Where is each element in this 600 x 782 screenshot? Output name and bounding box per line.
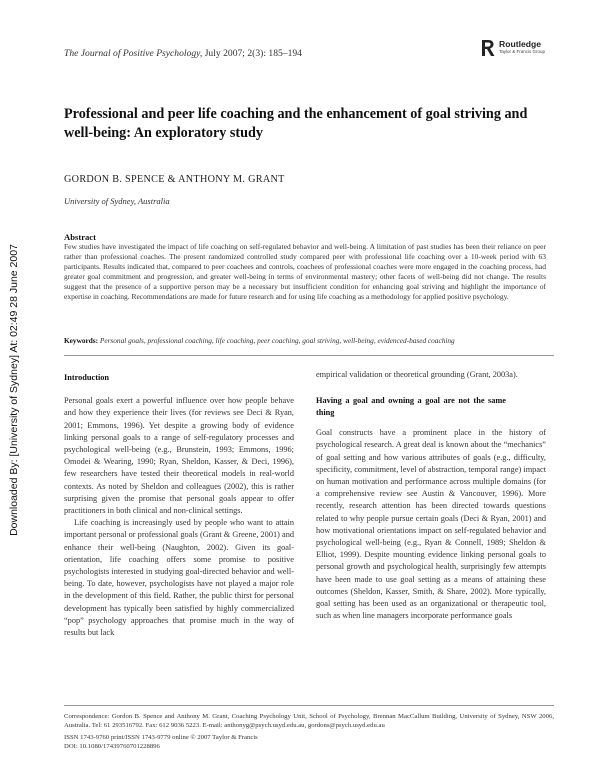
intro-paragraph-continued: empirical validation or theoretical grounding (Grant, 2003a). xyxy=(316,370,518,379)
publisher-logo xyxy=(480,38,545,58)
publisher-group: Taylor & Francis Group xyxy=(499,49,546,54)
keywords-label: Keywords: xyxy=(64,336,99,345)
intro-paragraph-1: Personal goals exert a powerful influence over how people behave and how they experience their lives (for reviews see Deci & Ryan, 2001; Emmons, 1996). Yet despite a growing body of evidence linking personal goals to a range of self-regulatory processes and psychological well-being (e.g., Brunstein, 1993; Emmons, 1996; Omodei & Wearing, 1990; Ryan, Sheldon, Kasser, & Deci, 1996), few researchers have tested their theoretical models in real-world contexts. As noted by Sheldon and colleagues (2002), this is rather surprising given the promise that personal goals appear to offer practitioners in both clinical and non-clinical settings. xyxy=(64,396,294,516)
journal-details: July 2007; 2(3): 185–194 xyxy=(204,48,302,59)
page-footer xyxy=(64,712,554,751)
doi-line: DOI: 10.1080/17439760701228896 xyxy=(64,743,160,750)
section-heading-introduction: Introduction xyxy=(64,373,110,382)
abstract-heading: Abstract xyxy=(64,232,96,242)
footer-divider xyxy=(64,705,554,706)
right-column xyxy=(316,369,546,622)
article-authors: GORDON B. SPENCE & ANTHONY M. GRANT xyxy=(64,174,285,185)
keywords-divider xyxy=(64,355,554,356)
goal-paragraph-1: Goal constructs have a prominent place in the history of psychological research. A great deal is known about the “mechanics” of goal setting and how various attributes of goals (e.g., difficulty, specificity, commitment, level of abstraction, temporal range) impact on human motivation and performance across multiple domains (for a comprehensive review see Austin & Vancouver, 1996). More recently, research attention has been directed towards questions related to why people pursue certain goals (Deci & Ryan, 2001) and how motivational orientations impact on self-regulated behavior and psychological well-being (e.g., Ryan & Connell, 1989; Sheldon & Elliot, 1999). Despite mounting evidence linking personal goals to personal growth and psychological health, surprisingly few attempts have been made to use goal setting as a means of attaining these outcomes (Sheldon, Kasser, Smith, & Share, 2002). More typically, goal setting has been used as an organizational or therapeutic tool, such as when line managers incorporate performance goals xyxy=(316,428,546,621)
keywords-text: Personal goals, professional coaching, life coaching, peer coaching, goal striving, well-being, evidenced-based coaching xyxy=(99,336,455,345)
issn-line: ISSN 1743-9760 print/ISSN 1743-9779 online © 2007 Taylor & Francis xyxy=(64,734,258,741)
abstract-text: Few studies have investigated the impact of life coaching on self-regulated behavior and well-being. A limitation of past studies has been their reliance on peer rather than professional coaches. The present randomized controlled study compared peer with professional life coaching over a 10-week period with 63 participants. Results indicated that, compared to peer coachees and controls, coachees of professional coaches were more engaged in the coaching process, had greater goal commitment and progression, and greater well-being in terms of environmental mastery; other facets of well-being did not change. The results suggest that the presence of a supportive person may be a necessary but insufficient condition for enhancing goal striving and highlight the importance of expertise in coaching. Recommendations are made for future research and for using life coaching as a methodology for applied positive psychology. xyxy=(64,242,546,301)
download-stamp-text: Downloaded By: [University of Sydney] At: 02:49 28 June 2007 xyxy=(8,244,20,536)
author-affiliation: University of Sydney, Australia xyxy=(64,196,170,206)
keywords-line xyxy=(64,336,554,345)
journal-citation xyxy=(64,48,302,59)
publisher-name: Routledge xyxy=(499,39,542,49)
section-heading-goal-ownership: Having a goal and owning a goal are not the same thing xyxy=(316,396,506,418)
intro-paragraph-2: Life coaching is increasingly used by people who want to attain important personal or professional goals (Grant & Greene, 2001) and enhance their well-being (Naughton, 2002). Given its goal-orientation, life coaching offers some promise to positive psychologists interested in studying goal-directed behavior and well-being. To date, however, psychologists have not played a major role in the development of this field. Rather, the public thirst for personal development has typically been satisfied by highly commercialized “pop” psychology approaches that promise much in the way of results but lack xyxy=(64,518,294,638)
left-column xyxy=(64,372,294,639)
journal-name: The Journal of Positive Psychology, xyxy=(64,48,203,59)
correspondence-note: Correspondence: Gordon B. Spence and Anthony M. Grant, Coaching Psychology Unit, School of Psychology, Brennan MacCallum Building, University of Sydney, NSW 2006, Australia. Tel: 61 293516792. Fax: 612 9036 5223. E-mail: anthonyg@psych.usyd.edu.au, gordons@psych.usyd.edu.au xyxy=(64,713,554,729)
article-title: Professional and peer life coaching and the enhancement of goal striving and well-being: An exploratory study xyxy=(64,106,528,141)
routledge-logo-icon xyxy=(480,39,496,57)
